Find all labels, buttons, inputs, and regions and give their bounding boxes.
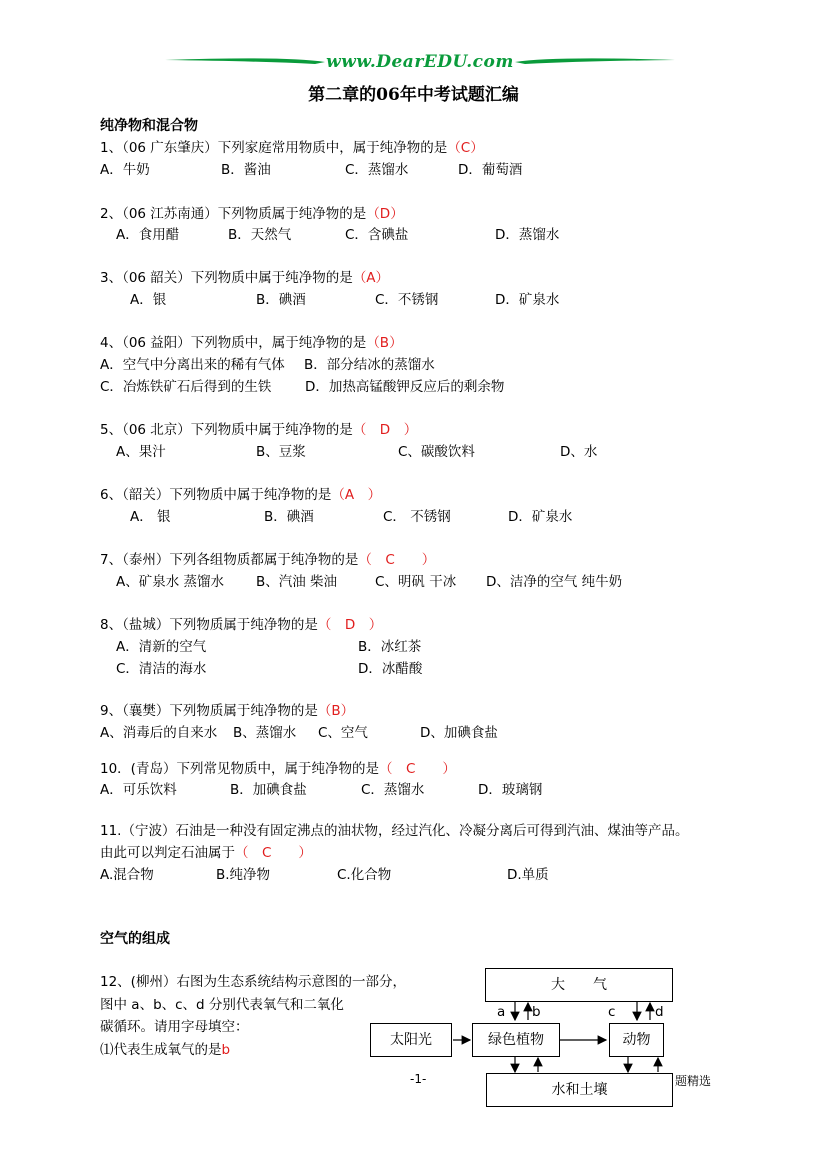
question-7: 7、（泰州）下列各组物质都属于纯净物的是（ C ） [100, 552, 436, 568]
question-1: 1、（06 广东肇庆）下列家庭常用物质中，属于纯净物的是（C） [100, 140, 484, 156]
diagram-label-b: b [532, 1004, 541, 1020]
question-12-line: 12、(柳州）右图为生态系统结构示意图的一部分， [100, 974, 406, 990]
option: A．空气中分离出来的稀有气体 [100, 357, 285, 373]
answer: （B） [317, 703, 355, 719]
option: C．含碘盐 [345, 227, 409, 243]
document-title: 第二章的06年中考试题汇编 [308, 85, 519, 105]
option: C、空气 [318, 725, 368, 741]
option: C、明矾 干冰 [375, 574, 457, 590]
question-2: 2、（06 江苏南通）下列物质属于纯净物的是（D） [100, 206, 404, 222]
answer: （ D ） [352, 422, 418, 438]
option: C．不锈钢 [375, 292, 439, 308]
section-heading-pure-mixture: 纯净物和混合物 [100, 118, 198, 134]
option: A、果汁 [116, 444, 166, 460]
option: D．矿泉水 [495, 292, 560, 308]
option: C．清洁的海水 [116, 661, 207, 677]
option: B．碘酒 [256, 292, 306, 308]
option: B、豆浆 [256, 444, 306, 460]
question-10: 10．(青岛）下列常见物质中，属于纯净物的是（ C ） [100, 761, 456, 777]
option: B．部分结冰的蒸馏水 [304, 357, 435, 373]
question-11-continued: 由此可以判定石油属于（ C ） [100, 845, 312, 861]
question-11: 11.（宁波）石油是一种没有固定沸点的油状物，经过汽化、冷凝分离后可得到汽油、煤油等产品。 [100, 823, 689, 839]
question-12-line: ⑴代表生成氧气的是b [100, 1042, 231, 1058]
section-heading-air: 空气的组成 [100, 931, 170, 947]
question-5: 5、（06 北京）下列物质中属于纯净物的是（ D ） [100, 422, 418, 438]
green-plants-box: 绿色植物 [472, 1023, 560, 1057]
option: B．酱油 [221, 162, 271, 178]
option: C．冶炼铁矿石后得到的生铁 [100, 379, 272, 395]
question-12-line: 图中 a、b、c、d 分别代表氧气和二氧化 [100, 997, 344, 1013]
option: D.单质 [507, 867, 549, 883]
option: A．可乐饮料 [100, 782, 177, 798]
option: C．蒸馏水 [345, 162, 409, 178]
option: D．蒸馏水 [495, 227, 560, 243]
question-6: 6、（韶关）下列物质中属于纯净物的是（A ） [100, 487, 382, 503]
answer: （ D ） [317, 617, 383, 633]
answer: b [221, 1042, 231, 1058]
option: B、蒸馏水 [233, 725, 297, 741]
option: C． 不锈钢 [383, 509, 451, 525]
answer: （D） [366, 206, 404, 222]
option: A．清新的空气 [116, 639, 207, 655]
option: A、消毒后的自来水 [100, 725, 218, 741]
sunlight-box: 太阳光 [370, 1023, 452, 1057]
option: A．牛奶 [100, 162, 150, 178]
answer: （ C ） [378, 761, 456, 777]
option: D、加碘食盐 [420, 725, 498, 741]
option: B、汽油 柴油 [256, 574, 338, 590]
question-12-line: 碳循环。请用字母填空： [100, 1019, 249, 1035]
question-8: 8、（盐城）下列物质属于纯净物的是（ D ） [100, 617, 383, 633]
option: B．冰红茶 [358, 639, 422, 655]
atmosphere-box: 大 气 [485, 968, 673, 1002]
option: D、水 [560, 444, 598, 460]
answer: （A） [352, 270, 390, 286]
answer: （ C ） [235, 845, 312, 861]
option: B．天然气 [228, 227, 292, 243]
option: D．葡萄酒 [458, 162, 523, 178]
page-number: -1- [410, 1072, 427, 1086]
option: C.化合物 [337, 867, 392, 883]
answer: （C） [447, 140, 484, 156]
option: B．碘酒 [264, 509, 314, 525]
site-url: www.DearEDU.com [326, 52, 514, 72]
option: A． 银 [130, 509, 171, 525]
option: B．加碘食盐 [230, 782, 307, 798]
option: D．矿泉水 [508, 509, 573, 525]
option: B.纯净物 [216, 867, 271, 883]
footer-note: 题精选 [675, 1074, 712, 1088]
answer: （A ） [331, 487, 382, 503]
option: A．食用醋 [116, 227, 180, 243]
option: A.混合物 [100, 867, 154, 883]
answer: （ C ） [358, 552, 436, 568]
animals-box: 动物 [609, 1023, 664, 1057]
option: C、碳酸饮料 [398, 444, 475, 460]
question-3: 3、（06 韶关）下列物质中属于纯净物的是（A） [100, 270, 390, 286]
option: D、洁净的空气 纯牛奶 [486, 574, 623, 590]
diagram-label-c: c [608, 1004, 616, 1020]
option: D．冰醋酸 [358, 661, 423, 677]
diagram-label-a: a [497, 1004, 506, 1020]
answer: （B） [366, 335, 403, 351]
water-soil-box: 水和土壤 [486, 1073, 673, 1107]
option: A．银 [130, 292, 167, 308]
option: C．蒸馏水 [361, 782, 425, 798]
question-4: 4、（06 益阳）下列物质中，属于纯净物的是（B） [100, 335, 403, 351]
option: D．加热高锰酸钾反应后的剩余物 [305, 379, 505, 395]
option: A、矿泉水 蒸馏水 [116, 574, 225, 590]
diagram-label-d: d [655, 1004, 664, 1020]
option: D．玻璃钢 [478, 782, 543, 798]
question-9: 9、（襄樊）下列物质属于纯净物的是（B） [100, 703, 355, 719]
